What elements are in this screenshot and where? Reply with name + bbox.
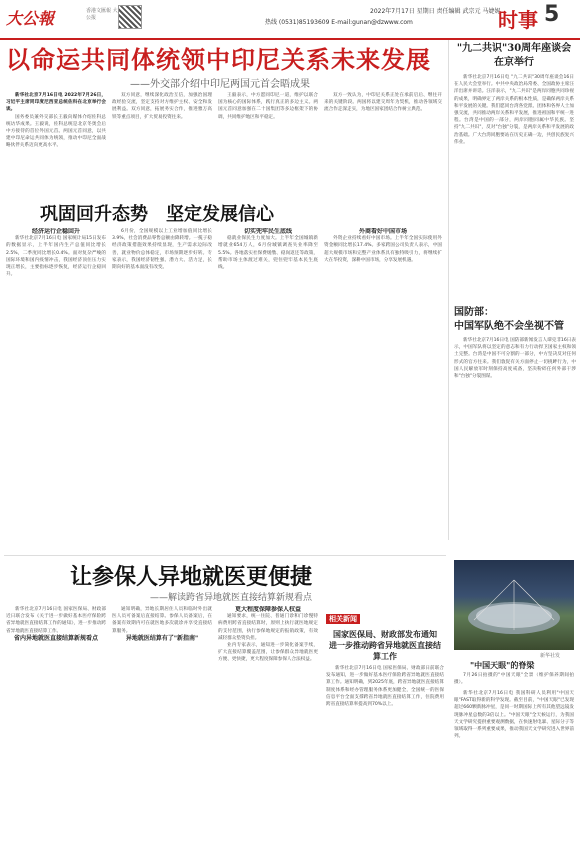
defense-title-2: 中国军队绝不会坐视不管 — [454, 321, 564, 332]
lead-paragraph: 王毅表示，中方愿同印尼一道，维护以联合国为核心的国际体系，践行真正的多边主义。两国元首同意加强在二十国集团等多边框架下的协调，共同维护地区和平稳定。 — [218, 93, 318, 120]
related-text: 新华社北京7月16日电 国家医保局、财政部日前联合发布通知，进一步做好基本医疗保险跨省异地就医直接结算工作。通知明确，到2025年底，跨省异地就医直接结算制度体系和经办管理服务体系更加健全，全国统一的医保信息平台全面支撑跨省异地就医直接结算工作，住院费用跨省直接结算率提高到70%以上。 — [326, 666, 444, 708]
defense-text: 新华社北京7月16日电 国防部新闻发言人谭克非16日表示，中国军队将以坚定的意志和有力行动捍卫国家主权和领土完整。台湾是中国不可分割的一部分，中方坚决反对任何形式的官方往来。我们敦促有关方面停止一切挑衅行为，中国人民解放军时刻保持高度戒备，坚决粉碎任何外部干涉和"台独"分裂图谋。 — [454, 338, 576, 380]
econ-col-1 — [6, 228, 106, 548]
med-col-2 — [112, 606, 212, 842]
med-subhead-3: 更大程度保障参保人权益 — [234, 606, 301, 613]
science-text-body — [454, 690, 574, 840]
med-subhead-1: 省内异地就医直接结算新规看点 — [13, 634, 98, 642]
photo-caption-title: "中国天眼"的脊梁 — [470, 660, 535, 670]
econ-paragraph: 稳就业保民生力度加大。上半年全国城镇新增就业654万人，6月份城镇调查失业率降至5.5%。各地落实社保费缓缴、稳岗返还等政策，帮助市场主体渡过难关，兜住兜牢基本民生底线。 — [218, 236, 318, 271]
economy-headline: 巩固回升态势 坚定发展信心 — [40, 204, 274, 225]
defense-title-1: 国防部： — [454, 307, 494, 318]
defense-text-body — [454, 337, 576, 507]
related-title-1: 国家医保局、财政部发布通知 — [333, 629, 437, 639]
related-text-body — [326, 665, 444, 855]
defense-title — [454, 306, 576, 334]
econ-col-2 — [112, 228, 212, 548]
photo-caption: 7月26日拍摄的"中国天眼"全景（维护保养期间拍摄）。 — [454, 673, 574, 686]
med-col-3 — [218, 606, 318, 842]
lead-intro: 新华社北京7月16日电 2022年7月26日，习近平主席同印度尼西亚总统佐科在北京举行会谈。 — [6, 93, 106, 113]
photo-credit: 新华社发 — [540, 653, 561, 659]
medical-headline: 让参保人异地就医更便捷 — [70, 564, 313, 590]
econ-paragraph: 新华社北京7月16日电 国家统计局15日发布的数据显示，上半年国内生产总值同比增长2.5%，二季度同比增长0.4%。面对复杂严峻的国际环境和国内疫情冲击，我国经济顶住压力实现正增长，主要指标逐步恢复，经济运行企稳回升。 — [6, 236, 106, 278]
lead-headline: 以命运共同体统领中印尼关系未来发展 — [6, 45, 431, 74]
lead-subtitle: ——外交部介绍中印尼两国元首会晤成果 — [130, 79, 310, 90]
section-divider — [4, 555, 446, 556]
lead-col-1 — [6, 92, 106, 196]
econ-paragraph: 外资企业持续看好中国市场。上半年全国实际使用外资金额同比增长17.4%。多家跨国公司负责人表示，中国超大规模市场和完整产业体系具有独特吸引力，将继续扩大在华投资，深耕中国市场，分享发展机遇。 — [324, 236, 442, 263]
cpc-article — [454, 42, 574, 306]
econ-col-4 — [324, 228, 442, 548]
dateline: 2022年7月17日 星期日 责任编辑 武宗元 马婕妮 — [370, 8, 501, 15]
econ-paragraph: 6月份，全国规模以上工业增加值同比增长3.9%，社会消费品零售总额由降转增。一揽子稳经济政策措施效果持续显现，生产需求边际改善，就业物价总体稳定，市场预期逐步好转。专家表示，我国经济韧性强、潜力大、活力足，长期向好的基本面没有改变。 — [112, 229, 212, 271]
column-divider — [448, 40, 449, 540]
medical-subtitle: ——解读跨省异地就医直接结算新规看点 — [150, 593, 313, 603]
lead-col-3 — [218, 92, 318, 196]
telescope-dish-icon — [454, 560, 574, 650]
cpc-title: "九二共识"30周年座谈会在京举行 — [456, 43, 572, 68]
masthead — [0, 0, 580, 40]
lead-col-2 — [112, 92, 212, 196]
hotline: 热线 (0531)85193609 E-mail:gunan@dzwww.com — [265, 19, 413, 26]
econ-subhead-2: 切实兜牢民生底线 — [243, 228, 292, 235]
telescope-photo — [454, 560, 574, 650]
lead-paragraph: 国务委员兼外交部长王毅向媒体介绍佐科总统访华成果。王毅说，佐科总统是北京冬奥会后中方接待的首位外国元首。两国元首同意，以共建中印尼命运共同体为统领，推动中印尼全面战略伙伴关系迈向更高水平。 — [6, 114, 106, 149]
related-tag: 相关新闻 — [326, 614, 360, 624]
econ-subhead-1: 经济运行企稳回升 — [31, 228, 80, 235]
paper-logo: 大公報 — [6, 9, 55, 28]
lead-paragraph: 双方同意，继续深化政治互信，加强治国理政经验交流，坚定支持对方维护主权、安全和发展利益。双方同意，拓展务实合作，推进雅万高铁等重点项目，扩大贸易投资往来。 — [112, 93, 212, 120]
section-name: 时事 — [498, 8, 538, 32]
science-text: 新华社北京7月16日电 我国科研人员利用"中国天眼"FAST取得新的科学发现。截至目前，"中国天眼"已发现超过660颗新脉冲星，是同一时期国际上所有其他望远镜发现脉冲星总数的3倍以上。"中国天眼"全天候运行，为我国天文学研究提供重要观测数据，在快速射电暴、星际分子等领域取得一系列重要成果，推动我国天文学研究进入世界前列。 — [454, 691, 574, 740]
related-news-box — [326, 606, 444, 842]
lead-col-4 — [324, 92, 442, 196]
lead-paragraph: 双方一致认为，中印尼关系正处在承前启后、继往开来的关键阶段。两国将以建交周年为契机，推动各领域交流合作走深走实，为地区国家团结合作树立典范。 — [324, 93, 442, 113]
page-number: 5 — [544, 2, 560, 27]
med-paragraph: 通知要求，统一住院、普通门诊和门诊慢特病费用跨省直接结算时，原则上执行就医地规定的支付范围，执行参保地规定的报销政策，有效减轻群众垫资负担。 — [218, 614, 318, 641]
related-title-2: 进一步推动跨省异地就医直接结算工作 — [329, 640, 441, 661]
econ-subhead-3: 外商看好中国市场 — [358, 228, 407, 235]
photo-caption-body — [454, 672, 574, 686]
econ-col-3 — [218, 228, 318, 548]
paper-sub: 香港文匯報 大公报 — [86, 8, 118, 21]
cpc-text-body — [454, 74, 574, 306]
defense-article — [454, 306, 576, 507]
med-paragraph: 通知明确，异地长期居住人员和临时外出就医人员可备案后直接结算。参保人员备案后，在备案有效期内可在就医地多次就诊并享受直接结算服务。 — [112, 607, 212, 634]
med-col-1 — [6, 606, 106, 842]
cpc-text: 新华社北京7月16日电 "九二共识"30周年座谈会16日在人民大会堂举行。中共中央政治局常委、全国政协主席汪洋出席并讲话。汪洋表示，"九二共识"是两岸同胞共同珍视的成果，明确界定了两岸关系的根本性质，是确保两岸关系和平发展的关键。我们愿同台湾各党派、团体和各界人士加强交流，共同推动两岸关系和平发展，推进祖国和平统一进程。台湾是中国的一部分，两岸同胞同属中华民族。坚持"九二共识"，反对"台独"分裂，是两岸关系和平发展的政治基础。广大台湾同胞要站在历史正确一边，共创民族复兴伟业。 — [454, 75, 574, 145]
med-paragraph: 新华社北京7月16日电 国家医保局、财政部近日联合发布《关于进一步做好基本医疗保险跨省异地就医直接结算工作的通知》，进一步推动跨省异地就医直接结算工作。 — [6, 607, 106, 634]
qr-code-icon — [118, 5, 142, 29]
med-paragraph: 业内专家表示，通知进一步简化备案手续，扩大直接结算覆盖范围，让参保群众异地就医更方便、更快捷，更大程度保障参保人合法权益。 — [218, 643, 318, 663]
med-subhead-2: 异地就医结算有了"新指南" — [125, 634, 199, 642]
